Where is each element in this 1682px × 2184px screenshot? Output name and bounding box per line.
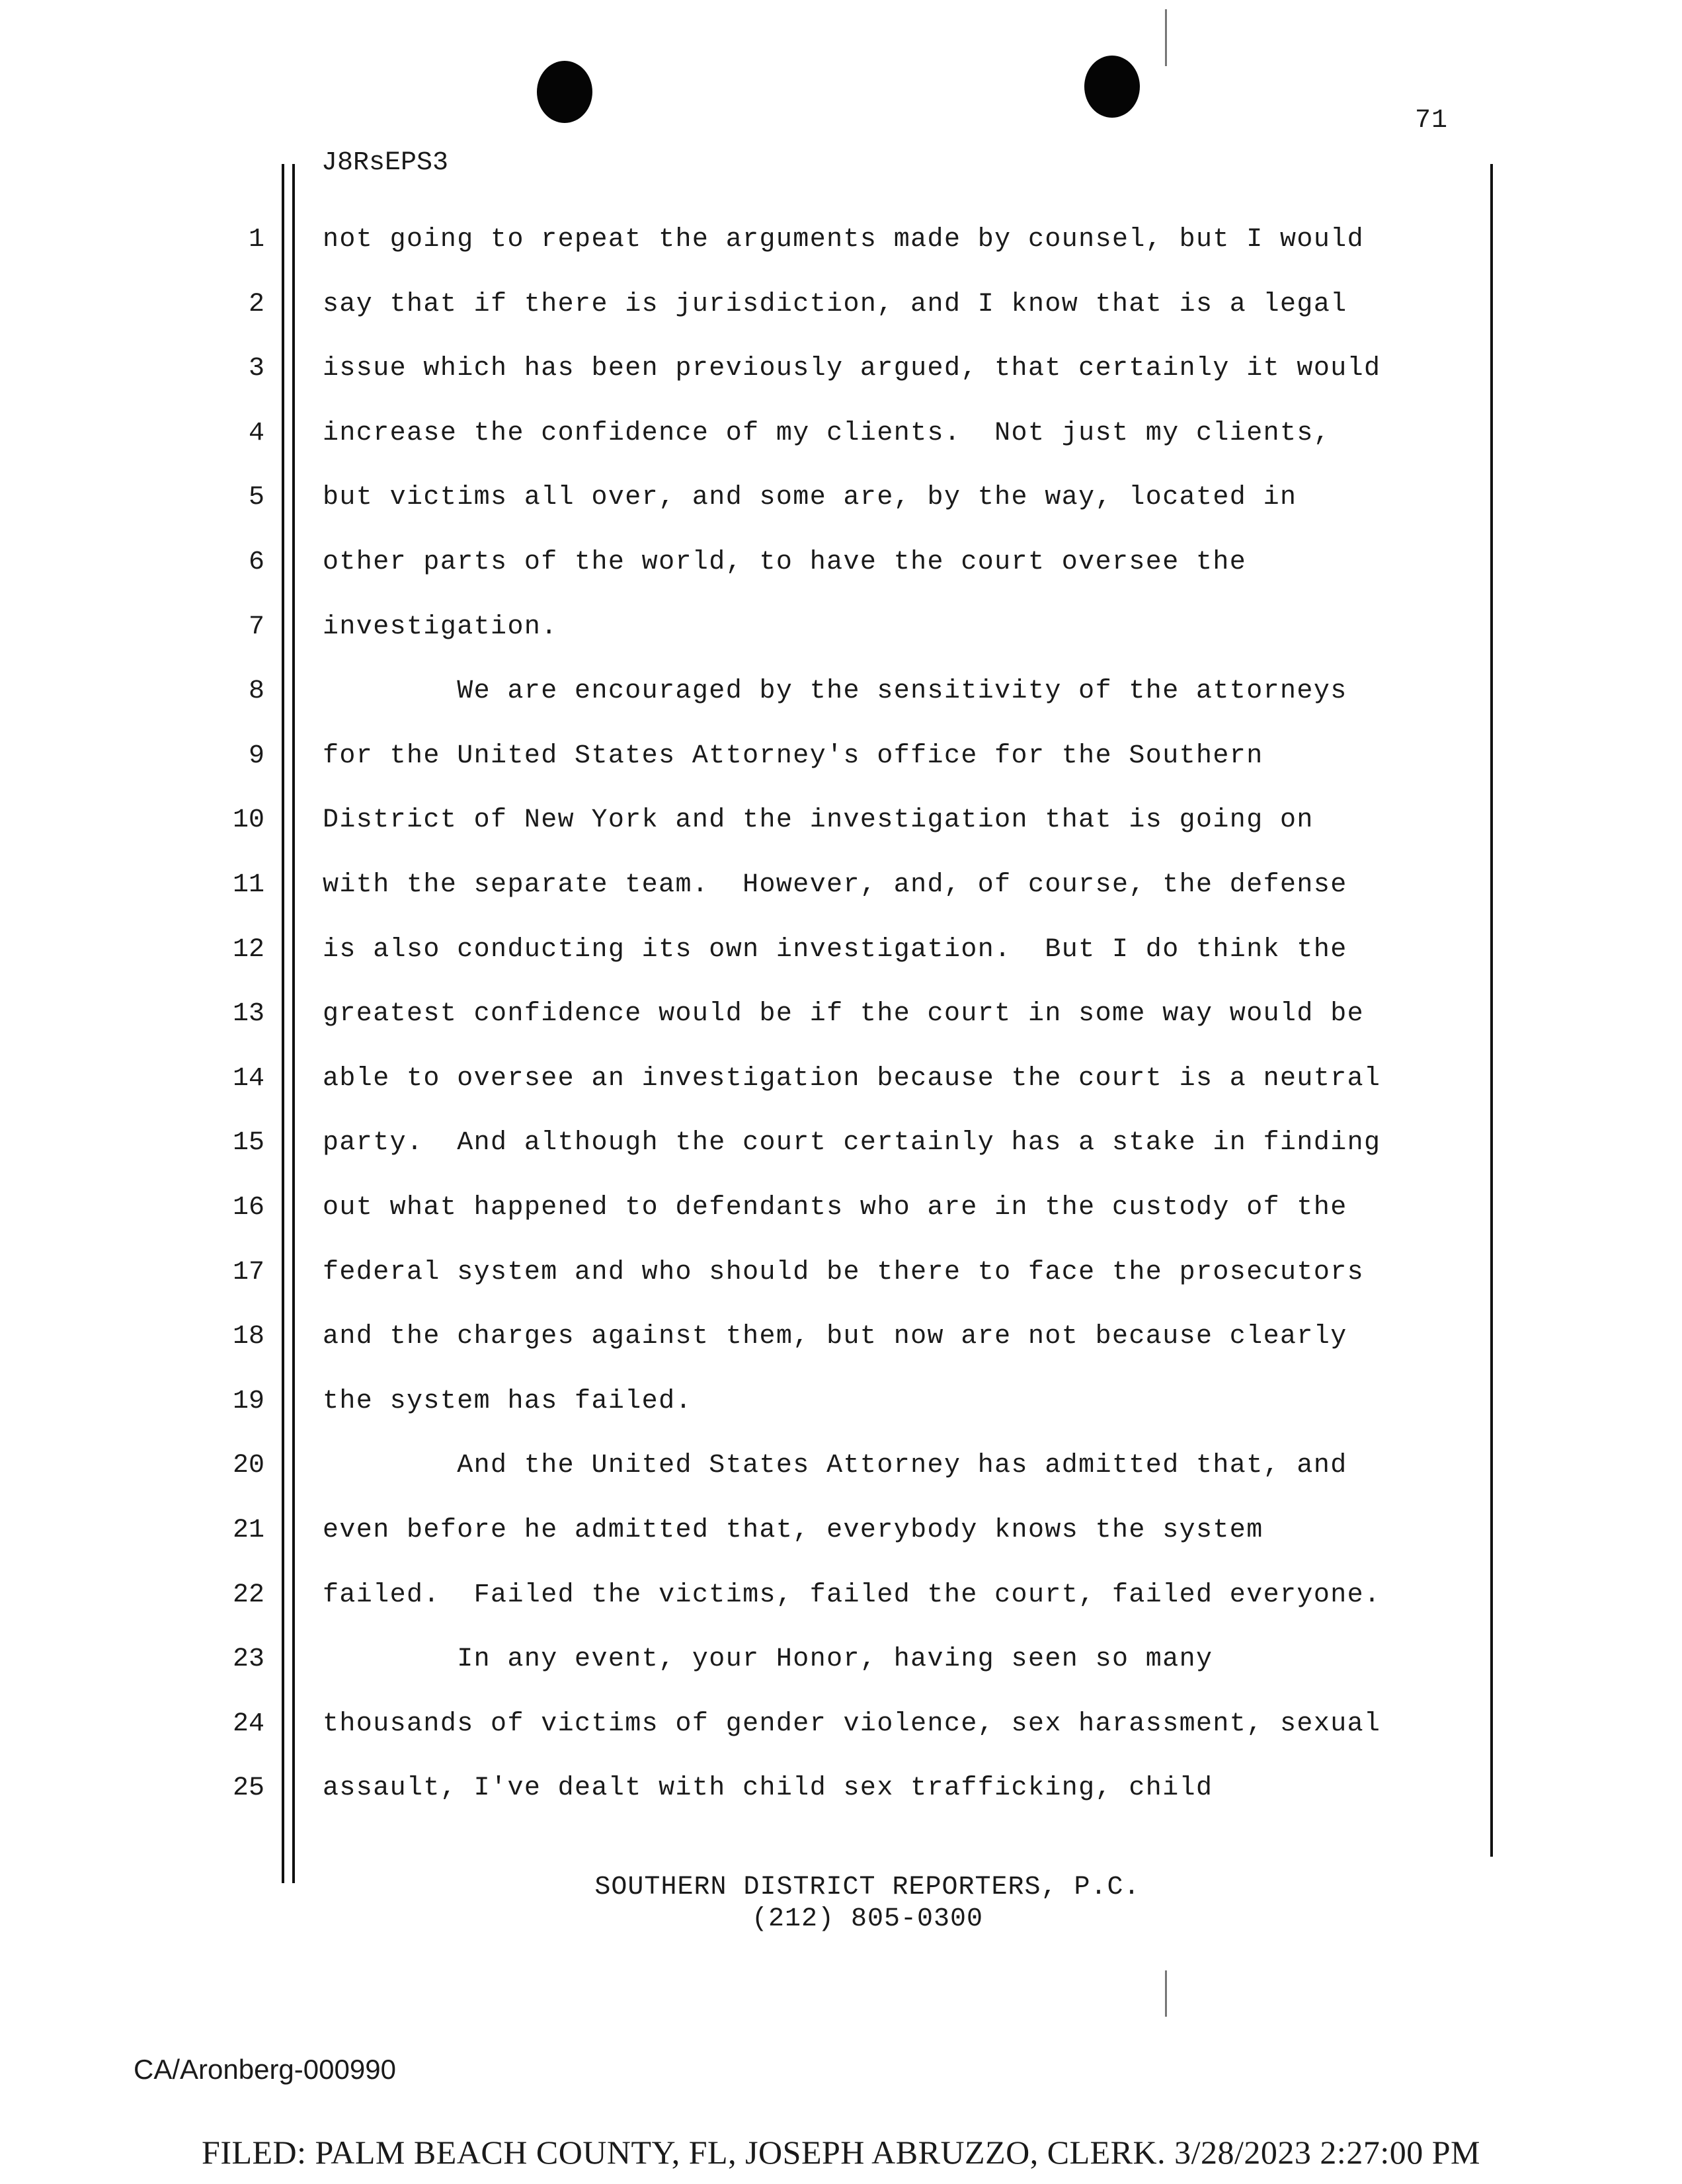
transcript-line: [0, 1387, 1682, 1451]
line-number: 17: [232, 1257, 264, 1287]
line-text: and the charges against them, but now are not because clearly: [323, 1322, 1347, 1352]
line-number: 1: [248, 225, 264, 255]
line-number: 21: [232, 1516, 264, 1545]
line-text: other parts of the world, to have the court oversee the: [323, 547, 1247, 577]
transcript-line: [0, 612, 1682, 677]
line-text: And the United States Attorney has admitted that, and: [323, 1451, 1347, 1481]
bates-number: CA/Aronberg-000990: [134, 2054, 396, 2085]
transcript-line: [0, 741, 1682, 806]
line-number: 22: [232, 1580, 264, 1610]
transcript-line: [0, 1322, 1682, 1387]
line-number: 12: [232, 934, 264, 965]
transcript-line: [0, 547, 1682, 612]
line-number: 11: [232, 870, 264, 900]
line-number: 24: [232, 1709, 264, 1739]
case-id: J8RsEPS3: [321, 148, 449, 178]
line-text: increase the confidence of my clients. Not just my clients,: [323, 418, 1331, 448]
transcript-line: [0, 419, 1682, 483]
line-text: with the separate team. However, and, of course, the defense: [323, 870, 1347, 900]
line-number: 13: [232, 999, 264, 1030]
line-number: 8: [248, 676, 264, 707]
line-text: greatest confidence would be if the court in some way would be: [323, 999, 1365, 1030]
transcript-line: [0, 1773, 1682, 1838]
transcript-line: [0, 999, 1682, 1064]
footer-reporter: SOUTHERN DISTRICT REPORTERS, P.C.: [594, 1873, 1141, 1902]
scan-speck: [1165, 1970, 1167, 2017]
line-number: 4: [248, 418, 264, 448]
line-text: but victims all over, and some are, by the way, located in: [323, 483, 1297, 513]
line-text: the system has failed.: [323, 1386, 692, 1416]
line-number: 3: [248, 354, 264, 384]
line-number: 15: [232, 1128, 264, 1158]
transcript-line: [0, 290, 1682, 354]
line-number: 10: [232, 805, 264, 836]
line-text: is also conducting its own investigation. But I do think the: [323, 934, 1347, 965]
line-text: party. And although the court certainly has a stake in finding: [323, 1128, 1381, 1158]
transcript-line: [0, 1709, 1682, 1774]
line-number: 23: [232, 1644, 264, 1675]
transcript-line: [0, 676, 1682, 741]
transcript-line: [0, 483, 1682, 547]
line-text: federal system and who should be there to face the prosecutors: [323, 1257, 1365, 1287]
page-number: 71: [1415, 106, 1449, 136]
transcript-line: [0, 935, 1682, 1000]
line-text: even before he admitted that, everybody knows the system: [323, 1516, 1263, 1545]
line-text: investigation.: [323, 612, 558, 642]
transcript-line: [0, 1258, 1682, 1322]
footer-phone: (212) 805-0300: [751, 1904, 984, 1934]
line-number: 6: [248, 547, 264, 577]
line-number: 19: [232, 1386, 264, 1416]
line-text: say that if there is jurisdiction, and I know that is a legal: [323, 289, 1347, 319]
line-number: 14: [232, 1063, 264, 1094]
transcript-line: [0, 1451, 1682, 1516]
transcript-line: [0, 1516, 1682, 1580]
transcript-line: [0, 870, 1682, 935]
transcript-line: [0, 1193, 1682, 1258]
hole-punch-left: [537, 61, 592, 123]
transcript-line: [0, 1128, 1682, 1193]
line-text: not going to repeat the arguments made by counsel, but I would: [323, 225, 1365, 255]
line-number: 5: [248, 483, 264, 513]
line-number: 9: [248, 741, 264, 771]
line-text: assault, I've dealt with child sex trafficking, child: [323, 1773, 1213, 1804]
transcript-line: [0, 1580, 1682, 1645]
line-text: In any event, your Honor, having seen so many: [323, 1644, 1213, 1675]
line-number: 25: [232, 1773, 264, 1804]
hole-punch-right: [1084, 56, 1140, 118]
transcript-line: [0, 1644, 1682, 1709]
transcript-line: [0, 805, 1682, 870]
line-text: We are encouraged by the sensitivity of the attorneys: [323, 676, 1347, 707]
transcript-line: [0, 225, 1682, 290]
line-text: for the United States Attorney's office for the Southern: [323, 741, 1263, 771]
line-text: able to oversee an investigation because the court is a neutral: [323, 1063, 1381, 1094]
line-text: out what happened to defendants who are in the custody of the: [323, 1193, 1347, 1223]
line-number: 20: [232, 1451, 264, 1481]
line-text: District of New York and the investigation that is going on: [323, 805, 1314, 836]
line-number: 2: [248, 289, 264, 319]
scan-speck: [1165, 9, 1167, 66]
line-text: issue which has been previously argued, that certainly it would: [323, 354, 1381, 384]
line-number: 7: [248, 612, 264, 642]
transcript-line: [0, 354, 1682, 419]
line-text: thousands of victims of gender violence, sex harassment, sexual: [323, 1709, 1381, 1739]
filed-stamp: FILED: PALM BEACH COUNTY, FL, JOSEPH ABRUZZO, CLERK. 3/28/2023 2:27:00 PM: [202, 2134, 1480, 2171]
transcript-line: [0, 1064, 1682, 1129]
line-number: 18: [232, 1322, 264, 1352]
line-text: failed. Failed the victims, failed the court, failed everyone.: [323, 1580, 1381, 1610]
line-number: 16: [232, 1193, 264, 1223]
